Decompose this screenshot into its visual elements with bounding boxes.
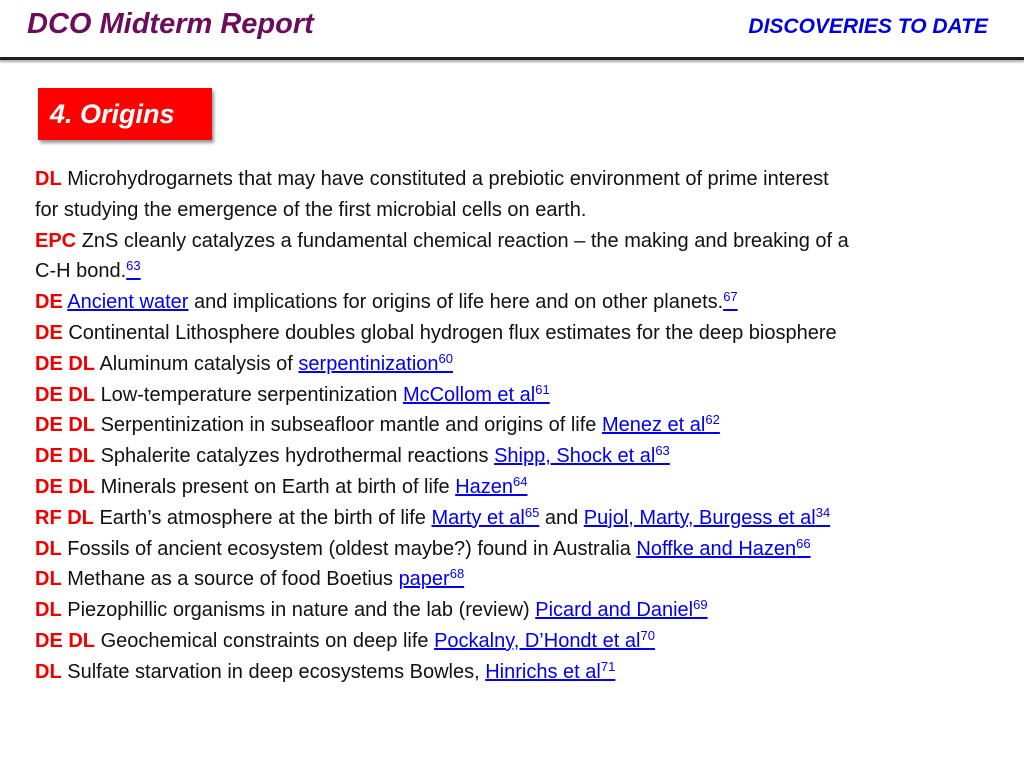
list-item [35,564,995,595]
item-text: for studying the emergence of the first microbial cells on earth. [35,198,587,221]
item-text: and [539,506,584,529]
reference-number[interactable]: 71 [600,658,616,674]
reference-link[interactable] [431,504,540,529]
list-item [35,380,995,411]
reference-number[interactable]: 65 [524,504,540,520]
list-item [35,626,995,657]
reference-link[interactable] [402,381,550,406]
list-item [35,534,995,565]
reference-link[interactable] [434,627,655,652]
ancient-water-link[interactable]: Ancient water [67,291,189,314]
reference-link-label[interactable]: Shipp, Shock et al [494,445,656,468]
list-item [35,318,995,349]
section-badge-label: 4. Origins [50,98,175,129]
section-heading: DISCOVERIES TO DATE [748,15,988,38]
reference-number[interactable]: 70 [640,627,655,643]
team-code: DL [35,599,62,622]
section-badge [38,88,212,140]
list-item [35,164,995,195]
item-text: Geochemical constraints on deep life [100,629,435,652]
team-code: DL [35,168,62,190]
reference-link[interactable] [636,535,811,560]
reference-link-label[interactable]: Hazen [455,475,513,498]
item-text: Aluminum catalysis of [99,352,299,375]
reference-link [723,291,737,313]
list-item [35,349,995,380]
reference-link[interactable] [485,658,616,683]
reference-link-label[interactable]: Noffke and Hazen [636,537,797,560]
item-text: Minerals present on Earth at birth of life [100,475,456,498]
team-code: DE DL [35,352,95,375]
reference-link[interactable] [298,350,453,375]
discoveries-list [35,164,995,688]
reference-number[interactable]: 67 [723,289,738,305]
reference-link [126,260,140,282]
reference-link-label[interactable]: Hinrichs et al [485,660,601,683]
reference-link-label[interactable]: Menez et al [601,414,706,437]
team-code: DL [35,537,62,560]
item-text: Earth’s atmosphere at the birth of life [99,506,432,529]
header-divider [0,57,1024,60]
reference-link-label[interactable]: Pockalny, D’Hondt et al [434,629,641,652]
list-item [35,226,995,257]
team-code: DE DL [35,475,95,498]
item-text: ZnS cleanly catalyzes a fundamental chemical reaction – the making and breaking of a [81,229,849,252]
item-text: Serpentinization in subseafloor mantle and origins of life [100,414,602,437]
reference-number[interactable]: 61 [535,381,550,397]
item-text: Continental Lithosphere doubles global hydrogen flux estimates for the deep biosphere [62,321,837,344]
list-item [35,441,995,472]
reference-number[interactable]: 63 [126,258,141,274]
list-item [35,503,995,534]
item-text: Sphalerite catalyzes hydrothermal reactions [100,445,495,468]
item-text: Microhydrogarnets that may have constituted a prebiotic environment of prime interest [61,168,829,190]
reference-number[interactable]: 68 [449,566,465,582]
item-text: C-H bond. [35,260,127,283]
list-item [35,195,995,226]
reference-number[interactable]: 34 [815,504,831,520]
reference-link[interactable] [494,445,670,467]
item-text: Methane as a source of food Boetius [67,568,399,591]
item-text: Low-temperature serpentinization [100,383,403,406]
reference-link-label[interactable]: Picard and Daniel [535,599,694,622]
team-code: DE DL [35,414,95,437]
team-code: RF DL [35,506,94,529]
reference-link[interactable] [399,568,465,590]
team-code: DL [35,660,62,683]
item-text: and implications for origins of life here and on other planets. [188,291,724,314]
item-text: Sulfate starvation in deep ecosystems Bowles, [67,660,486,683]
item-text: Piezophillic organisms in nature and the lab (review) [67,599,536,622]
list-item [35,287,995,318]
reference-link[interactable] [583,504,831,529]
reference-number[interactable]: 66 [796,535,811,551]
team-code: DE [35,321,63,344]
list-item [35,595,995,626]
reference-link-label[interactable]: McCollom et al [402,383,536,406]
reference-number[interactable]: 60 [438,350,453,366]
team-code: DL [35,568,62,591]
reference-number[interactable]: 64 [513,473,528,489]
reference-link-label[interactable]: paper [398,568,450,591]
list-item [35,256,995,287]
reference-link[interactable] [535,599,707,621]
item-text: Fossils of ancient ecosystem (oldest maybe?) found in Australia [67,537,637,560]
reference-link-label[interactable]: Marty et al [431,506,525,529]
reference-link[interactable] [602,414,720,436]
list-item [35,472,995,503]
report-title: DCO Midterm Report [27,8,314,40]
team-code: DE DL [35,383,95,406]
team-code: DE [35,291,63,314]
reference-number[interactable]: 69 [693,597,708,613]
reference-link-label[interactable]: Pujol, Marty, Burgess et al [583,506,816,529]
reference-number[interactable]: 63 [655,443,670,459]
reference-link[interactable] [455,473,528,498]
team-code: EPC [35,229,77,252]
reference-number[interactable]: 62 [705,412,720,428]
list-item [35,657,995,688]
team-code: DE DL [35,629,95,652]
reference-link-label[interactable]: serpentinization [298,352,439,375]
list-item [35,410,995,441]
team-code: DE DL [35,445,95,468]
